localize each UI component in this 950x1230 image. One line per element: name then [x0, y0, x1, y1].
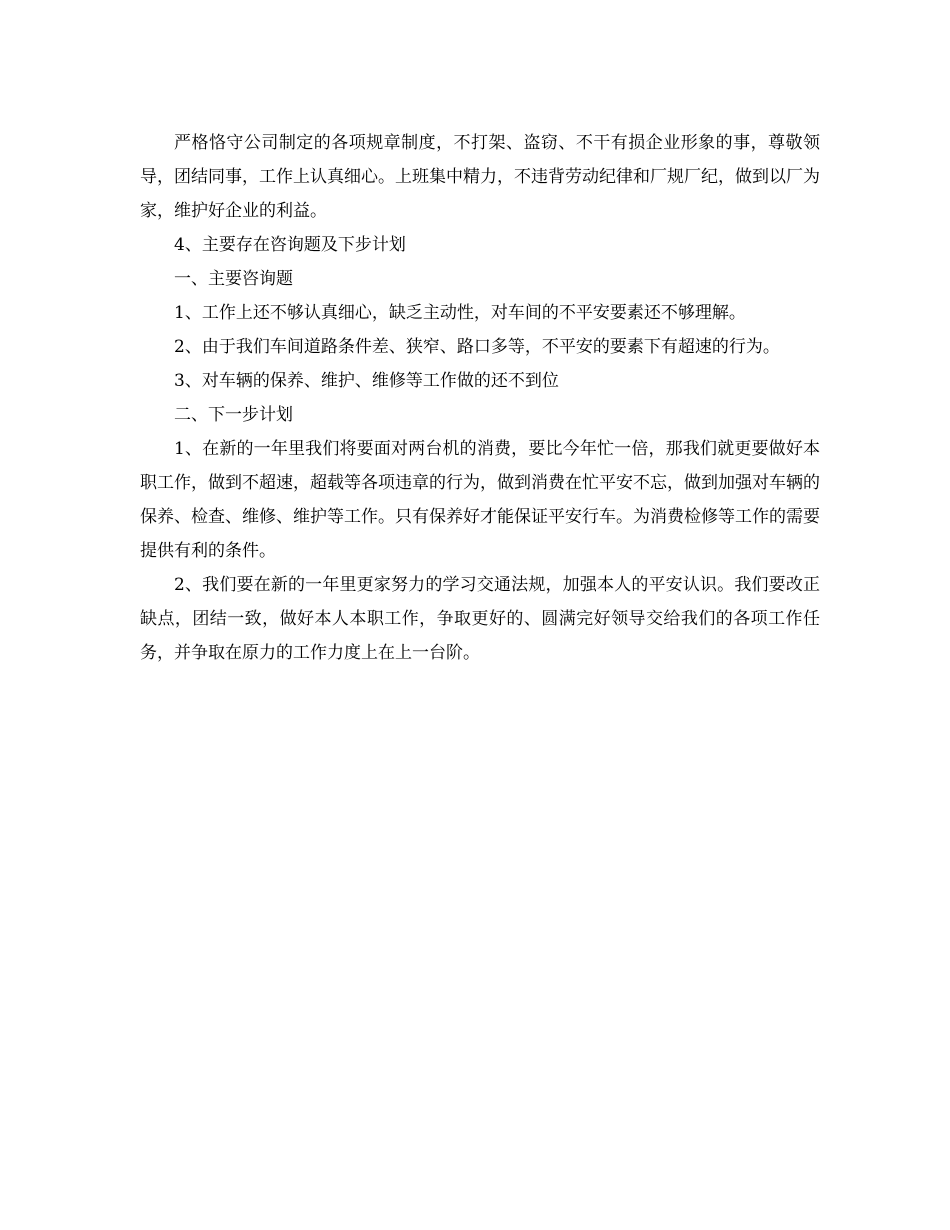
subheading-main-issues: 一、主要咨询题	[174, 269, 293, 289]
issue-item-2: 2、由于我们车间道路条件差、狭窄、路口多等，不平安的要素下有超速的行为。	[174, 337, 780, 357]
plan-item-2: 2、我们要在新的一年里更家努力的学习交通法规，加强本人的平安认识。我们要改正缺点，团结一致，做好本人本职工作，争取更好的、圆满完好领导交给我们的各项工作任务，并争取在原力的工作力度上在上一台阶。	[140, 575, 820, 663]
paragraph-rules-compliance: 严格恪守公司制定的各项规章制度，不打架、盗窃、不干有损企业形象的事，尊敬领导，团结同事，工作上认真细心。上班集中精力，不违背劳动纪律和厂规厂纪，做到以厂为家，维护好企业的利益。	[140, 133, 820, 221]
section-heading-issues-and-plan: 4、主要存在咨询题及下步计划	[174, 235, 406, 255]
document-body	[140, 126, 820, 670]
issue-item-3: 3、对车辆的保养、维护、维修等工作做的还不到位	[174, 371, 559, 391]
plan-item-1: 1、在新的一年里我们将要面对两台机的消费，要比今年忙一倍，那我们就更要做好本职工作，做到不超速，超载等各项违章的行为，做到消费在忙平安不忘，做到加强对车辆的保养、检查、维修、维护等工作。只有保养好才能保证平安行车。为消费检修等工作的需要提供有利的条件。	[140, 439, 820, 561]
issue-item-1: 1、工作上还不够认真细心，缺乏主动性，对车间的不平安要素还不够理解。	[174, 303, 746, 323]
subheading-next-plan: 二、下一步计划	[174, 405, 293, 425]
